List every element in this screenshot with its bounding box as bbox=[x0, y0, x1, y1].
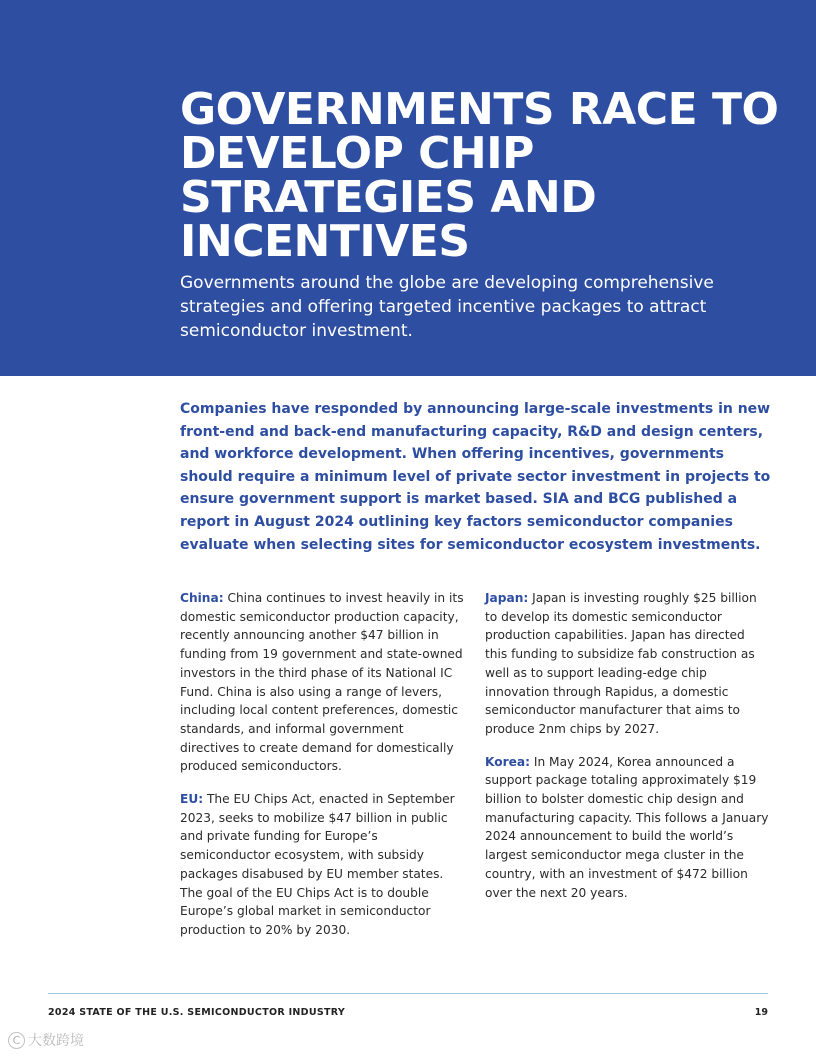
page-subtitle: Governments around the globe are developing comprehensive strategies and offering targeted incentive packages to attract semiconductor investment. bbox=[180, 273, 714, 341]
intro-paragraph: Companies have responded by announcing large-scale investments in new front-end and back-end manufacturing capacity, R&D and design centers, and workforce development. When offering incentives, governments should require a minimum level of private sector investment in projects to ensure government support is market based. SIA and BCG published a report in August 2024 outlining key factors semiconductor companies evaluate when selecting sites for semiconductor ecosystem investments. bbox=[180, 401, 771, 553]
watermark-logo-icon: C bbox=[8, 1032, 25, 1049]
watermark bbox=[8, 1029, 84, 1051]
china-text: China continues to invest heavily in its domestic semiconductor production capacity, recently announcing another $47 billion in funding from 19 government and state-owned investors in the third phase of its National IC Fund. China is also using a range of levers, including local content preferences, domestic standards, and informal government directives to create demand for domestically produced semiconductors. bbox=[180, 591, 464, 774]
eu-section bbox=[180, 790, 464, 940]
eu-heading: EU: bbox=[180, 792, 204, 807]
japan-text: Japan is investing roughly $25 billion to develop its domestic semiconductor production capabilities. Japan has directed this funding to subsidize fab construction as well as to support leading-edge chip innovation through Rapidus, a domestic semiconductor manufacturer that aims to produce 2nm chips by 2027. bbox=[485, 591, 757, 736]
korea-heading: Korea: bbox=[485, 754, 530, 769]
watermark-text: 大数跨境 bbox=[28, 1033, 84, 1049]
page-title: GOVERNMENTS RACE TO DEVELOP CHIP STRATEGIES AND INCENTIVES bbox=[180, 84, 779, 267]
korea-text: In May 2024, Korea announced a support package totaling approximately $19 billion to bolster domestic chip design and manufacturing capacity. This follows a January 2024 announcement to build the world’s largest semiconductor mega cluster in the country, with an investment of $472 billion over the next 20 years. bbox=[485, 754, 769, 900]
footer-title: 2024 STATE OF THE U.S. SEMICONDUCTOR INDUSTRY bbox=[48, 1007, 346, 1018]
footer-divider bbox=[48, 993, 768, 994]
japan-section bbox=[485, 589, 769, 739]
left-column bbox=[180, 589, 464, 954]
china-heading: China: bbox=[180, 591, 224, 605]
korea-section bbox=[485, 753, 769, 903]
header-banner bbox=[0, 0, 816, 376]
japan-heading: Japan: bbox=[485, 591, 529, 605]
china-section bbox=[180, 589, 464, 776]
eu-text: The EU Chips Act, enacted in September 2023, seeks to mobilize $47 billion in public and private funding for Europe’s semiconductor ecosystem, with subsidy packages disabused by EU member states. The goal of the EU Chips Act is to double Europe’s global market in semiconductor production to 20% by 2030. bbox=[180, 792, 455, 937]
page-number: 19 bbox=[754, 1007, 768, 1018]
right-column bbox=[485, 589, 769, 916]
